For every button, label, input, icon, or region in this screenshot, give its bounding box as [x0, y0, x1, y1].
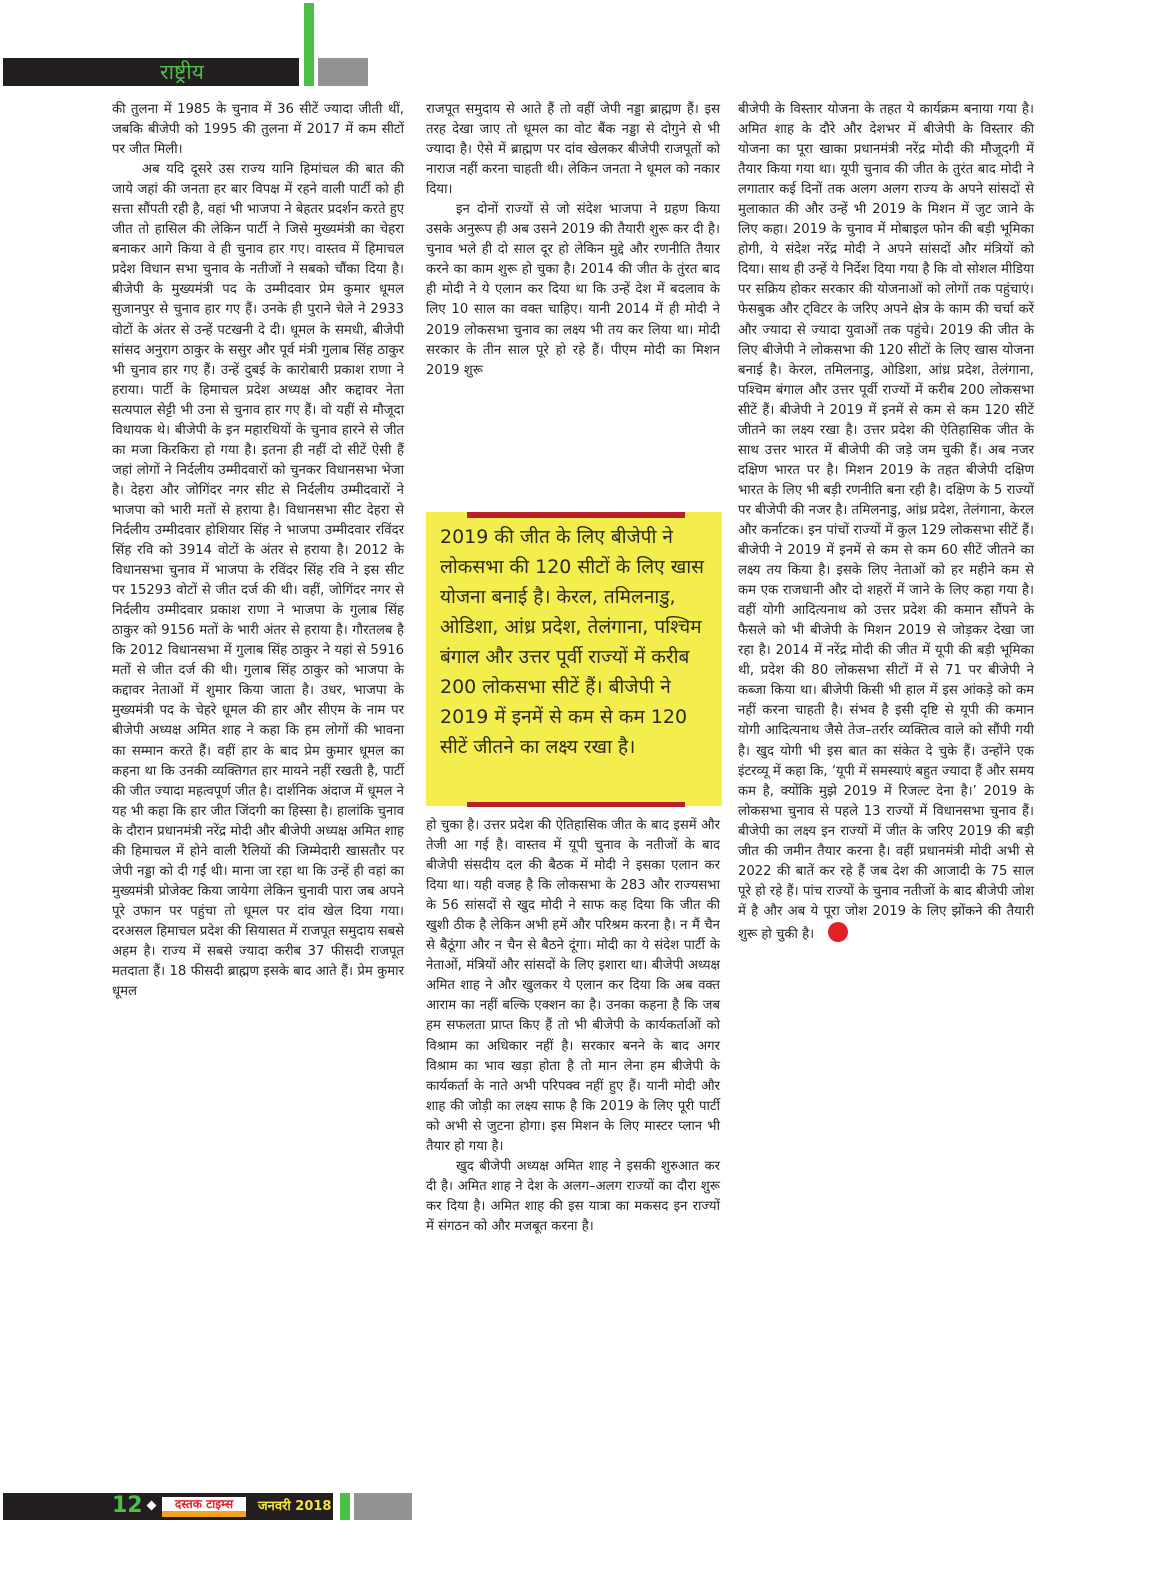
footer-green-accent — [340, 1493, 350, 1520]
article-column-2-bottom — [426, 816, 720, 1237]
pull-quote-bottom-rule — [467, 802, 685, 807]
section-title: राष्ट्रीय — [160, 60, 204, 84]
publication-logo — [162, 1497, 246, 1517]
article-column-1 — [112, 100, 404, 1002]
paragraph: राजपूत समुदाय से आते हैं तो वहीं जेपी नड्डा ब्राह्मण हैं। इस तरह देखा जाए तो धूमल का वोट बैंक नड्डा से दोगुने से भी ज्यादा है। ऐसे में ब्राह्मण पर दांव खेलकर बीजेपी राजपूतों को नाराज नहीं करना चाहती थी। लेकिन जनता ने धूमल को नकार दिया। — [426, 102, 720, 198]
paragraph: हो चुका है। उत्तर प्रदेश की ऐतिहासिक जीत के बाद इसमें और तेजी आ गई है। वास्तव में यूपी चुनाव के नतीजों के बाद बीजेपी संसदीय दल की बैठक में मोदी ने इसका एलान कर दिया था। यही वजह है कि लोकसभा के 283 और राज्यसभा के 56 सांसदों से खुद मोदी ने साफ कह दिया कि जीत की खुशी ठीक है लेकिन अभी हमें और परिश्रम करना है। न मैं चैन से बैठूंगा और न चैन से बैठने दूंगा। मोदी का ये संदेश पार्टी के नेताओं, मंत्रियों और सांसदों के लिए इशारा था। बीजेपी अध्यक्ष अमित शाह ने और खुलकर ये एलान कर दिया कि अब वक्त आराम का नहीं बल्कि एक्शन का है। उनका कहना है कि जब हम सफलता प्राप्त किए हैं तो भी बीजेपी के कार्यकर्ताओं को विश्राम का अधिकार नहीं है। सरकार बनने के बाद अगर विश्राम का भाव खड़ा होता है तो मान लेना हम बीजेपी के कार्यकर्ता के नाते अभी परिपक्व नहीं हुए हैं। यानी मोदी और शाह की जोड़ी का लक्ष्य साफ है कि 2019 के लिए पूरी पार्टी को अभी से जुटना होगा। इस मिशन के लिए मास्टर प्लान भी तैयार हो गया है। — [426, 818, 720, 1154]
header-green-accent — [304, 3, 314, 86]
article-column-3 — [738, 100, 1034, 945]
issue-date: जनवरी 2018 — [258, 1499, 332, 1514]
paragraph-text: बीजेपी के विस्तार योजना के तहत ये कार्यक्रम बनाया गया है। अमित शाह के दौरे और देशभर में बीजेपी के विस्तार की योजना का पूरा खाका प्रधानमंत्री नरेंद्र मोदी की मौजूदगी में तैयार किया गया था। यूपी चुनाव की जीत के तुरंत बाद मोदी ने लगातार कई दिनों तक अलग अलग राज्य के अपने सांसदों से मुलाकात की और उन्हें भी 2019 के मिशन में जुट जाने के लिए कहा। 2019 के चुनाव में मोबाइल फोन की बड़ी भूमिका होगी, ये संदेश नरेंद्र मोदी ने अपने सांसदों और मंत्रियों को दिया। साथ ही उन्हें ये निर्देश दिया गया है कि वो सोशल मीडिया पर सक्रिय होकर सरकार की योजनाओं को लोगों तक पहुंचाएं। फेसबुक और ट्विटर के जरिए अपने क्षेत्र के काम की चर्चा करें और ज्यादा से ज्यादा युवाओं तक पहुंचे। 2019 की जीत के लिए बीजेपी ने लोकसभा की 120 सीटों के लिए खास योजना बनाई है। केरल, तमिलनाडु, ओडिशा, आंध्र प्रदेश, तेलंगाना, पश्चिम बंगाल और उत्तर पूर्वी राज्यों में करीब 200 लोकसभा सीटें हैं। बीजेपी ने 2019 में इनमें से कम से कम 120 सीटें जीतने का लक्ष्य रखा है। उत्तर प्रदेश की ऐतिहासिक जीत के साथ उत्तर भारत में बीजेपी की जड़े जम चुकी हैं। अब नजर दक्षिण भारत पर है। मिशन 2019 के तहत बीजेपी दक्षिण भारत के लिए भी बड़ी रणनीति बना रही है। दक्षिण के 5 राज्यों पर बीजेपी की नजर है। तमिलनाडु, आंध्र प्रदेश, तेलंगाना, केरल और कर्नाटक। इन पांचों राज्यों में कुल 129 लोकसभा सीटें हैं। बीजेपी ने 2019 में इनमें से कम से कम 60 सीटें जीतने का लक्ष्य तय किया है। इसके लिए नेताओं को हर महीने कम से कम एक राजधानी और दो शहरों में जाने के लिए कहा गया है। वहीं योगी आदित्यनाथ को उत्तर प्रदेश की कमान सौंपने के फैसले को भी बीजेपी के मिशन 2019 से जोड़कर देखा जा रहा है। 2014 में नरेंद्र मोदी की जीत में यूपी की बड़ी भूमिका थी, प्रदेश की 80 लोकसभा सीटों में से 71 पर बीजेपी ने कब्जा किया था। बीजेपी किसी भी हाल में इस आंकड़े को कम नहीं करना चाहती है। संभव है इसी दृष्टि से यूपी की कमान योगी आदित्यनाथ जैसे तेज–तर्रार व्यक्तित्व वाले को सौंपी गयी है। खुद योगी भी इस बात का संकेत दे चुके हैं। उन्होंने एक इंटरव्यू में कहा कि, ‘यूपी में समस्याएं बहुत ज्यादा हैं और समय कम है, क्योंकि मुझे 2019 में रिजल्ट देना है।’ 2019 के लोकसभा चुनाव से पहले 13 राज्यों में विधानसभा चुनाव हैं। बीजेपी का लक्ष्य इन राज्यों में जीत के जरिए 2019 की बड़ी जीत की जमीन तैयार करना है। वहीं प्रधानमंत्री मोदी अभी से 2022 की बातें कर रहे हैं जब देश की आजादी के 75 साल पूरे हो रहे हैं। पांच राज्यों के चुनाव नतीजों के बाद बीजेपी जोश में है और अब ये पूरा जोश 2019 के लिए झोंकने की तैयारी शुरू हो चुकी है। — [738, 102, 1034, 942]
pull-quote-top-rule — [467, 512, 685, 518]
footer-grey-block — [354, 1493, 412, 1520]
logo-underline — [162, 1511, 246, 1517]
paragraph: की तुलना में 1985 के चुनाव में 36 सीटें ज्यादा जीती थीं, जबकि बीजेपी को 1995 की तुलना में 2017 में कम सीटों पर जीत मिली। — [112, 102, 404, 158]
paragraph: खुद बीजेपी अध्यक्ष अमित शाह ने इसकी शुरुआत कर दी है। अमित शाह ने देश के अलग–अलग राज्यों का दौरा शुरू कर दिया है। अमित शाह की इस यात्रा का मकसद इन राज्यों में संगठन को और मजबूत करना है। — [426, 1158, 720, 1234]
paragraph: इन दोनों राज्यों से जो संदेश भाजपा ने ग्रहण किया उसके अनुरूप ही अब उसने 2019 की तैयारी शुरू कर दी है। चुनाव भले ही दो साल दूर हो लेकिन मुद्दे और रणनीति तैयार करने का काम शुरू हो चुका है। 2014 की जीत के तुंरत बाद ही मोदी ने ये एलान कर दिया था कि उन्हें देश में बदलाव के लिए 10 साल का वक्त चाहिए। यानी 2014 में ही मोदी ने 2019 लोकसभा चुनाव का लक्ष्य भी तय कर लिया था। मोदी सरकार के तीन साल पूरे हो रहे हैं। पीएम मोदी का मिशन 2019 शुरू — [426, 202, 720, 378]
paragraph — [738, 100, 1034, 945]
publication-logo-text: दस्तक टाइम्स — [174, 1497, 234, 1511]
pull-quote-text: 2019 की जीत के लिए बीजेपी ने लोकसभा की 120 सीटों के लिए खास योजना बनाई है। केरल, तमिलनाडु, ओडिशा, आंध्र प्रदेश, तेलंगाना, पश्चिम बंगाल और उत्तर पूर्वी राज्यों में करीब 200 लोकसभा सीटें हैं। बीजेपी ने 2019 में इनमें से कम से कम 120 सीटें जीतने का लक्ष्य रखा है। — [440, 526, 705, 758]
end-of-article-dot-icon — [828, 922, 848, 942]
article-column-2-top — [426, 100, 720, 381]
page-number: 12 — [112, 1493, 143, 1518]
paragraph: अब यदि दूसरे उस राज्य यानि हिमांचल की बात की जाये जहां की जनता हर बार विपक्ष में रहने वाली पार्टी को ही सत्ता सौंपती रही है, वहां भी भाजपा ने बेहतर प्रदर्शन करते हुए जीत तो हासिल की लेकिन पार्टी ने जिसे मुख्यमंत्री का चेहरा बनाकर आगे किया वे ही चुनाव हार गए। वास्तव में हिमाचल प्रदेश विधान सभा चुनाव के नतीजों ने सबको चौंका दिया है। बीजेपी के मुख्यमंत्री पद के उम्मीदवार प्रेम कुमार धूमल सुजानपुर से चुनाव हार गए हैं। उनके ही पुराने चेले ने 2933 वोटों के अंतर से उन्हें पटखनी दे दी। धूमल के समधी, बीजेपी सांसद अनुराग ठाकुर के ससुर और पूर्व मंत्री गुलाब सिंह ठाकुर भी चुनाव हार गए हैं। उन्हें दुबई के कारोबारी प्रकाश राणा ने हराया। पार्टी के हिमाचल प्रदेश अध्यक्ष और कद्दावर नेता सत्यपाल सेट्टी भी उना से चुनाव हार गए हैं। वो यहीं से मौजूदा विधायक थे। बीजेपी के इन महारथियों के चुनाव हारने से जीत का मजा किरकिरा हो गया है। इतना ही नहीं दो सीटें ऐसी हैं जहां लोगों ने निर्दलीय उम्मीदवारों को चुनकर विधानसभा भेजा है। देहरा और जोगिंदर नगर सीट से निर्दलीय उम्मीदवारों ने भाजपा को भारी मतों से हराया है। विधानसभा सीट देहरा से निर्दलीय उम्मीदवार होशियार सिंह ने भाजपा उम्मीदवार रविंदर सिंह रवि को 3914 वोटों के अंतर से हराया है। 2012 के विधानसभा चुनाव में भाजपा के रविंदर सिंह रवि ने इस सीट पर 15293 वोटों से जीत दर्ज की थी। वहीं, जोगिंदर नगर से निर्दलीय उम्मीदवार प्रकाश राणा ने भाजपा के गुलाब सिंह ठाकुर को 9156 मतों के भारी अंतर से हराया है। गौरतलब है कि 2012 विधानसभा में गुलाब सिंह ठाकुर ने यहां से 5916 मतों से जीत दर्ज की थी। गुलाब सिंह ठाकुर को भाजपा के कद्दावर नेताओं में शुमार किया जाता है। उधर, भाजपा के मुख्यमंत्री पद के चेहरे धूमल की हार और सीएम के नाम पर बीजेपी अध्यक्ष अमित शाह ने कहा कि हम लोगों की भावना का सम्मान करते हैं। वहीं हार के बाद प्रेम कुमार धूमल का कहना था कि उनकी व्यक्तिगत हार मायने नहीं रखती है, पार्टी की जीत ज्यादा महत्वपूर्ण जीत है। दार्शनिक अंदाज में धूमल ने यह भी कहा कि हार जीत जिंदगी का हिस्सा है। हालांकि चुनाव के दौरान प्रधानमंत्री नरेंद्र मोदी और बीजेपी अध्यक्ष अमित शाह की हिमाचल में होने वाली रैलियों की जिम्मेदारी खासतौर पर जेपी नड्डा को दी गईं थी। माना जा रहा था कि उन्हें ही वहां का मुख्यमंत्री प्रोजेक्ट किया जायेगा लेकिन चुनावी पारा जब अपने पूरे उफान पर पहुंचा तो धूमल पर दांव खेल दिया गया। दरअसल हिमाचल प्रदेश की सियासत में राजपूत समुदाय सबसे अहम है। राज्य में सबसे ज्यादा करीब 37 फीसदी राजपूत मतदाता हैं। 18 फीसदी ब्राह्मण इसके बाद आते हैं। प्रेम कुमार धूमल — [112, 162, 405, 1000]
header-grey-block — [318, 58, 368, 86]
